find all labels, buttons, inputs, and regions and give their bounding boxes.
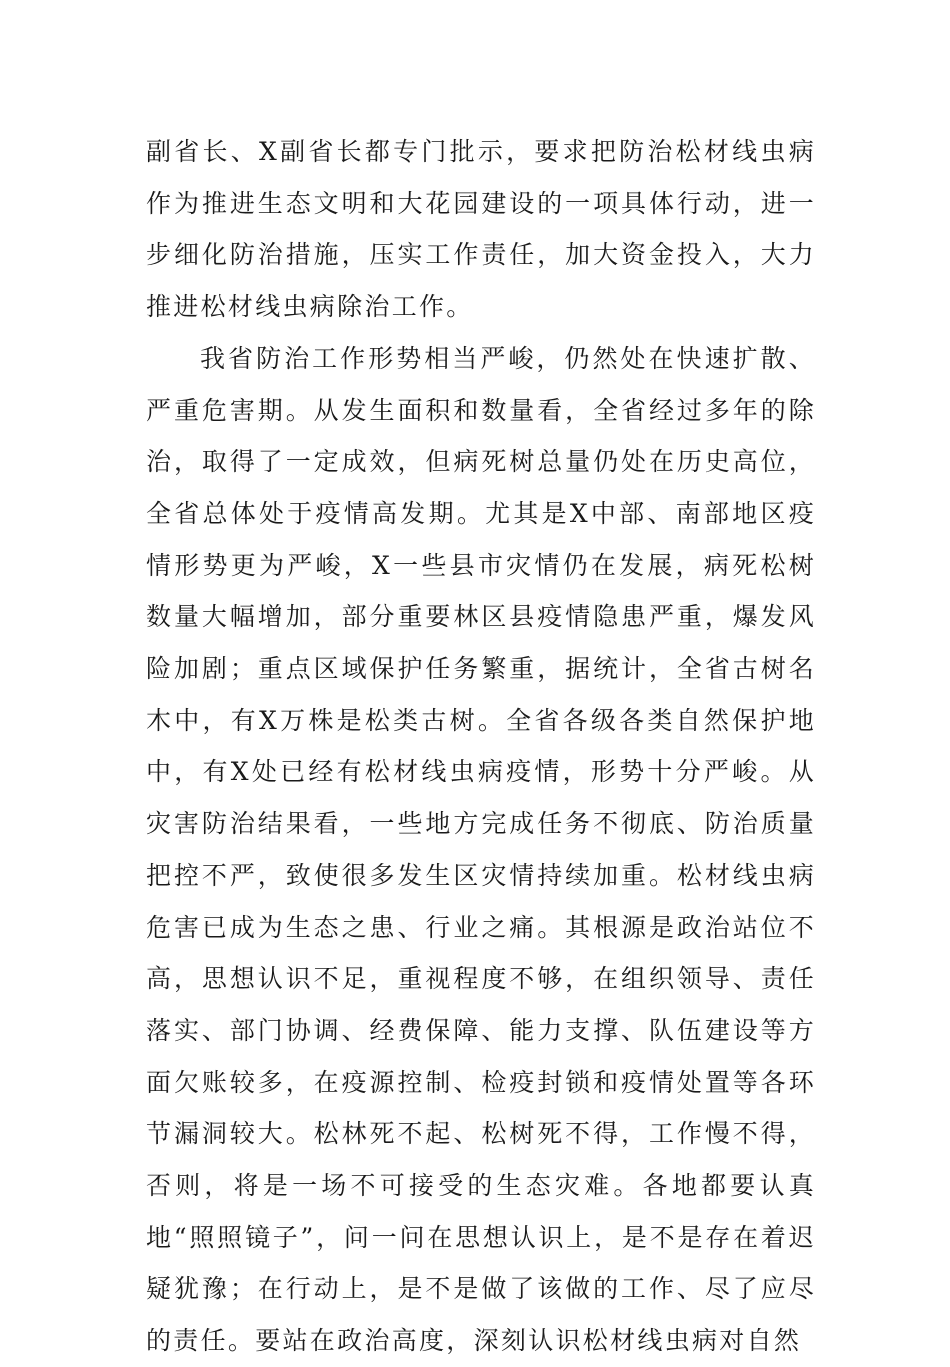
paragraph-situation: 我省防治工作形势相当严峻，仍然处在快速扩散、严重危害期。从发生面积和数量看，全省经过多年的除治，取得了一定成效，但病死树总量仍处在历史高位，全省总体处于疫情高发期。尤其是X中部、南部地区疫情形势更为严峻，X一些县市灾情仍在发展，病死松树数量大幅增加，部分重要林区县疫情隐患严重，爆发风险加剧；重点区域保护任务繁重，据统计，全省古树名木中，有X万株是松类古树。全省各级各类自然保护地中，有X处已经有松材线虫病疫情，形势十分严峻。从灾害防治结果看，一些地方完成任务不彻底、防治质量把控不严，致使很多发生区灾情持续加重。松材线虫病危害已成为生态之患、行业之痛。其根源是政治站位不高，思想认识不足，重视程度不够，在组织领导、责任落实、部门协调、经费保障、能力支撑、队伍建设等方面欠账较多，在疫源控制、检疫封锁和疫情处置等各环节漏洞较大。松林死不起、松树死不得，工作慢不得，否则，将是一场不可接受的生态灾难。各地都要认真地“照照镜子”，问一问在思想认识上，是不是存在着迟疑犹豫；在行动上，是不是做了该做的工作、尽了应尽的责任。要站在政治高度，深刻认识松材线虫病对自然 [146, 343, 816, 1356]
body-text [146, 126, 816, 1367]
paragraph-continuation: 副省长、X副省长都专门批示，要求把防治松材线虫病作为推进生态文明和大花园建设的一项具体行动，进一步细化防治措施，压实工作责任，加大资金投入，大力推进松材线虫病除治工作。 [146, 137, 816, 322]
